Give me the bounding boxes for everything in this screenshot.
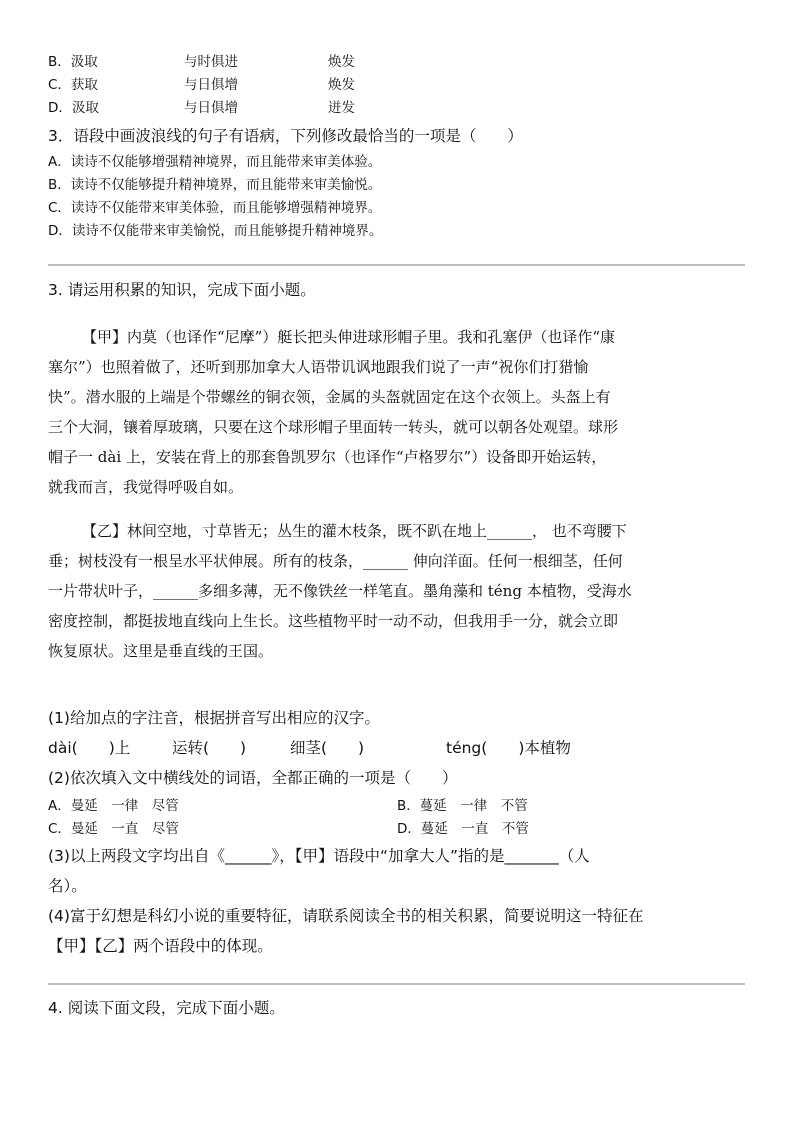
pinyin-item: dài( )上 xyxy=(48,739,131,757)
q3-sub2-option-d: D．蔓延 一直 不管 xyxy=(397,821,529,837)
option-word-2: 与日俱增 xyxy=(184,100,238,116)
q3-sub4-line2: 【甲】【乙】两个语段中的体现。 xyxy=(48,937,273,955)
q2-3-option-a: A．读诗不仅能够增强精神境界，而且能带来审美体验。 xyxy=(48,154,382,170)
passage-line: 一片带状叶子，______多细多薄，无不像铁丝一样笔直。墨角藻和 téng 本植物，受海水 xyxy=(48,582,632,600)
pinyin-item: téng( )本植物 xyxy=(446,739,571,757)
q3-sub1: (1)给加点的字注音，根据拼音写出相应的汉字。 xyxy=(48,709,380,727)
option-label: B．汲取 xyxy=(48,54,98,70)
q3-sub3-line1: (3)以上两段文字均出自《______》，【甲】语段中“加拿大人”指的是_______（人 xyxy=(48,847,590,865)
section-divider xyxy=(48,983,745,985)
option-word-3: 焕发 xyxy=(328,77,355,93)
q2-3-stem: 3．语段中画波浪线的句子有语病，下列修改最恰当的一项是（ ） xyxy=(48,127,523,145)
passage-line: 【乙】林间空地，寸草皆无；丛生的灌木枝条，既不趴在地上______， 也不弯腰下 xyxy=(82,522,627,540)
passage-line: 帽子一 dài 上，安装在背上的那套鲁凯罗尔（也译作“卢格罗尔”）设备即开始运转， xyxy=(48,448,607,466)
q3-sub2-option-c: C．曼延 一直 尽管 xyxy=(48,821,179,837)
q3-sub2: (2)依次填入文中横线处的词语，全都正确的一项是（ ） xyxy=(48,769,458,787)
option-word-3: 迸发 xyxy=(328,100,355,116)
pinyin-item: 运转( ) xyxy=(172,739,247,757)
q4-title: 4. 阅读下面文段，完成下面小题。 xyxy=(48,999,285,1017)
option-label: C．获取 xyxy=(48,77,98,93)
option-word-2: 与时俱进 xyxy=(184,54,238,70)
passage-line: 快”。潜水服的上端是个带螺丝的铜衣领，金属的头盔就固定在这个衣领上。头盔上有 xyxy=(48,388,611,406)
passage-line: 【甲】内莫（也译作“尼摩”）艇长把头伸进球形帽子里。我和孔塞伊（也译作“康 xyxy=(82,328,616,346)
pinyin-item: 细茎( ) xyxy=(290,739,365,757)
passage-line: 三个大洞，镶着厚玻璃，只要在这个球形帽子里面转一转头，就可以朝各处观望。球形 xyxy=(48,418,619,436)
passage-line: 恢复原状。这里是垂直线的王国。 xyxy=(48,642,274,660)
q2-3-option-d: D．读诗不仅能带来审美愉悦，而且能够提升精神境界。 xyxy=(48,223,383,239)
passage-line: 塞尔”）也照着做了，还听到那加拿大人语带讥讽地跟我们说了一声“祝你们打猎愉 xyxy=(48,358,589,376)
passage-line: 垂；树枝没有一根呈水平状伸展。所有的枝条，______ 伸向洋面。任何一根细茎，任何 xyxy=(48,552,623,570)
passage-line: 密度控制，都挺拔地直线向上生长。这些植物平时一动不动，但我用手一分，就会立即 xyxy=(48,612,619,630)
option-label: D．汲取 xyxy=(48,100,99,116)
q2-3-option-c: C．读诗不仅能带来审美体验，而且能够增强精神境界。 xyxy=(48,200,382,216)
q2-3-option-b: B．读诗不仅能够提升精神境界，而且能带来审美愉悦。 xyxy=(48,177,382,193)
section-divider xyxy=(48,264,745,266)
option-word-3: 焕发 xyxy=(328,54,355,70)
q3-sub2-option-a: A．曼延 一律 尽管 xyxy=(48,798,179,814)
q3-title: 3. 请运用积累的知识，完成下面小题。 xyxy=(48,281,316,299)
q3-sub3-line2: 名）。 xyxy=(48,877,87,895)
passage-line: 就我而言，我觉得呼吸自如。 xyxy=(48,478,244,496)
q3-sub2-option-b: B．蔓延 一律 不管 xyxy=(397,798,528,814)
q3-sub4-line1: (4)富于幻想是科幻小说的重要特征，请联系阅读全书的相关积累，简要说明这一特征在 xyxy=(48,907,644,925)
option-word-2: 与日俱增 xyxy=(184,77,238,93)
